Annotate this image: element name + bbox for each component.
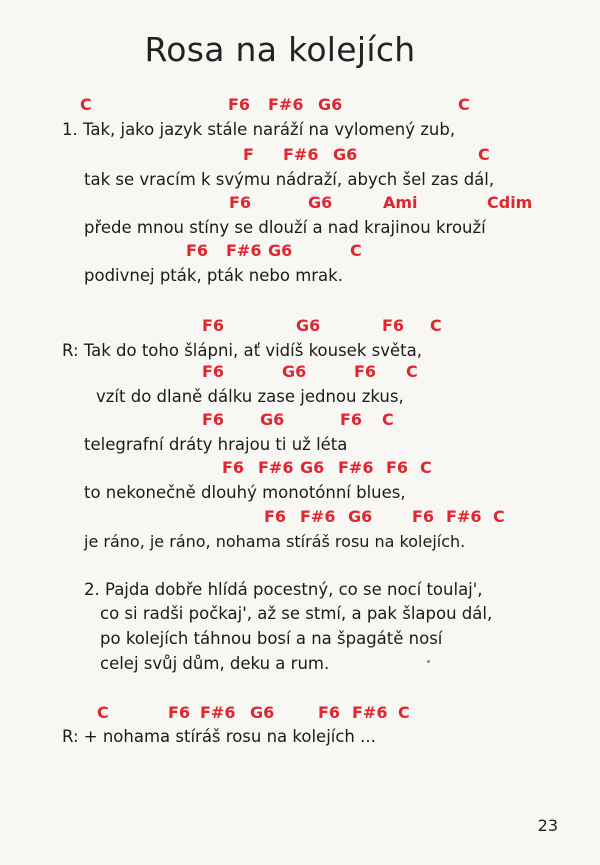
lyric-line: R: Tak do toho šlápni, ať vidíš kousek světa, [62,341,422,360]
chord-line [0,95,600,117]
lyric-line: 2. Pajda dobře hlídá pocestný, co se nocí toulaj', [84,580,483,599]
lyric-line: přede mnou stíny se dlouží a nad krajinou krouží [84,218,486,237]
chord: G6 [260,410,285,429]
chord: F6 [186,241,209,260]
chord: C [420,458,432,477]
chord: C [350,241,362,260]
chord: F6 [202,410,225,429]
chord: C [382,410,394,429]
chord: C [430,316,442,335]
chord-line [0,193,600,215]
chord: F#6 [338,458,374,477]
chord-line [0,241,600,263]
print-speck [427,660,430,663]
lyric-line: tak se vracím k svýmu nádraží, abych šel zas dál, [84,170,495,189]
chord: F6 [202,316,225,335]
chord: G6 [296,316,321,335]
chord: F#6 [258,458,294,477]
chord-line [0,362,600,384]
chord: G6 [308,193,333,212]
chord: C [398,703,410,722]
chord-line [0,703,600,725]
chord: C [458,95,470,114]
chord: F6 [222,458,245,477]
chord: Cdim [487,193,533,212]
page-number: 23 [537,816,558,835]
lyric-line: to nekonečně dlouhý monotónní blues, [84,483,406,502]
chord: G6 [318,95,343,114]
chord: G6 [250,703,275,722]
lyric-line: vzít do dlaně dálku zase jednou zkus, [96,387,404,406]
chord: F#6 [268,95,304,114]
chord: F6 [264,507,287,526]
chord: F [243,145,254,164]
lyric-line: je ráno, je ráno, nohama stíráš rosu na kolejích. [84,532,466,551]
chord: F#6 [226,241,262,260]
chord: F6 [202,362,225,381]
chord: F#6 [300,507,336,526]
chord-line [0,316,600,338]
chord: G6 [348,507,373,526]
chord: C [406,362,418,381]
chord: F6 [228,95,251,114]
lyric-line: celej svůj dům, deku a rum. [100,654,330,673]
chord: C [493,507,505,526]
chord: C [478,145,490,164]
chord: F#6 [283,145,319,164]
chord-line [0,145,600,167]
chord: G6 [300,458,325,477]
chord-line [0,507,600,529]
chord: F#6 [200,703,236,722]
chord: F6 [354,362,377,381]
chord-line [0,458,600,480]
lyric-line: podivnej pták, pták nebo mrak. [84,266,343,285]
chord: F6 [229,193,252,212]
chord: C [97,703,109,722]
chord: F6 [412,507,435,526]
lyric-line: R: + nohama stíráš rosu na kolejích ... [62,727,376,746]
chord: F6 [318,703,341,722]
lyric-line: telegrafní dráty hrajou ti už léta [84,435,348,454]
chord: F6 [386,458,409,477]
chord: F6 [168,703,191,722]
song-title: Rosa na kolejích [144,30,416,69]
chord-line [0,410,600,432]
chord: G6 [333,145,358,164]
chord: F#6 [352,703,388,722]
chord: Ami [383,193,418,212]
lyric-line: co si radši počkaj', až se stmí, a pak šlapou dál, [100,604,493,623]
chord: G6 [282,362,307,381]
lyric-line: po kolejích táhnou bosí a na špagátě nosí [100,629,443,648]
chord: C [80,95,92,114]
chord: F6 [382,316,405,335]
chord: F6 [340,410,363,429]
chord: F#6 [446,507,482,526]
lyric-line: 1. Tak, jako jazyk stále naráží na vylomený zub, [62,120,456,139]
chord: G6 [268,241,293,260]
